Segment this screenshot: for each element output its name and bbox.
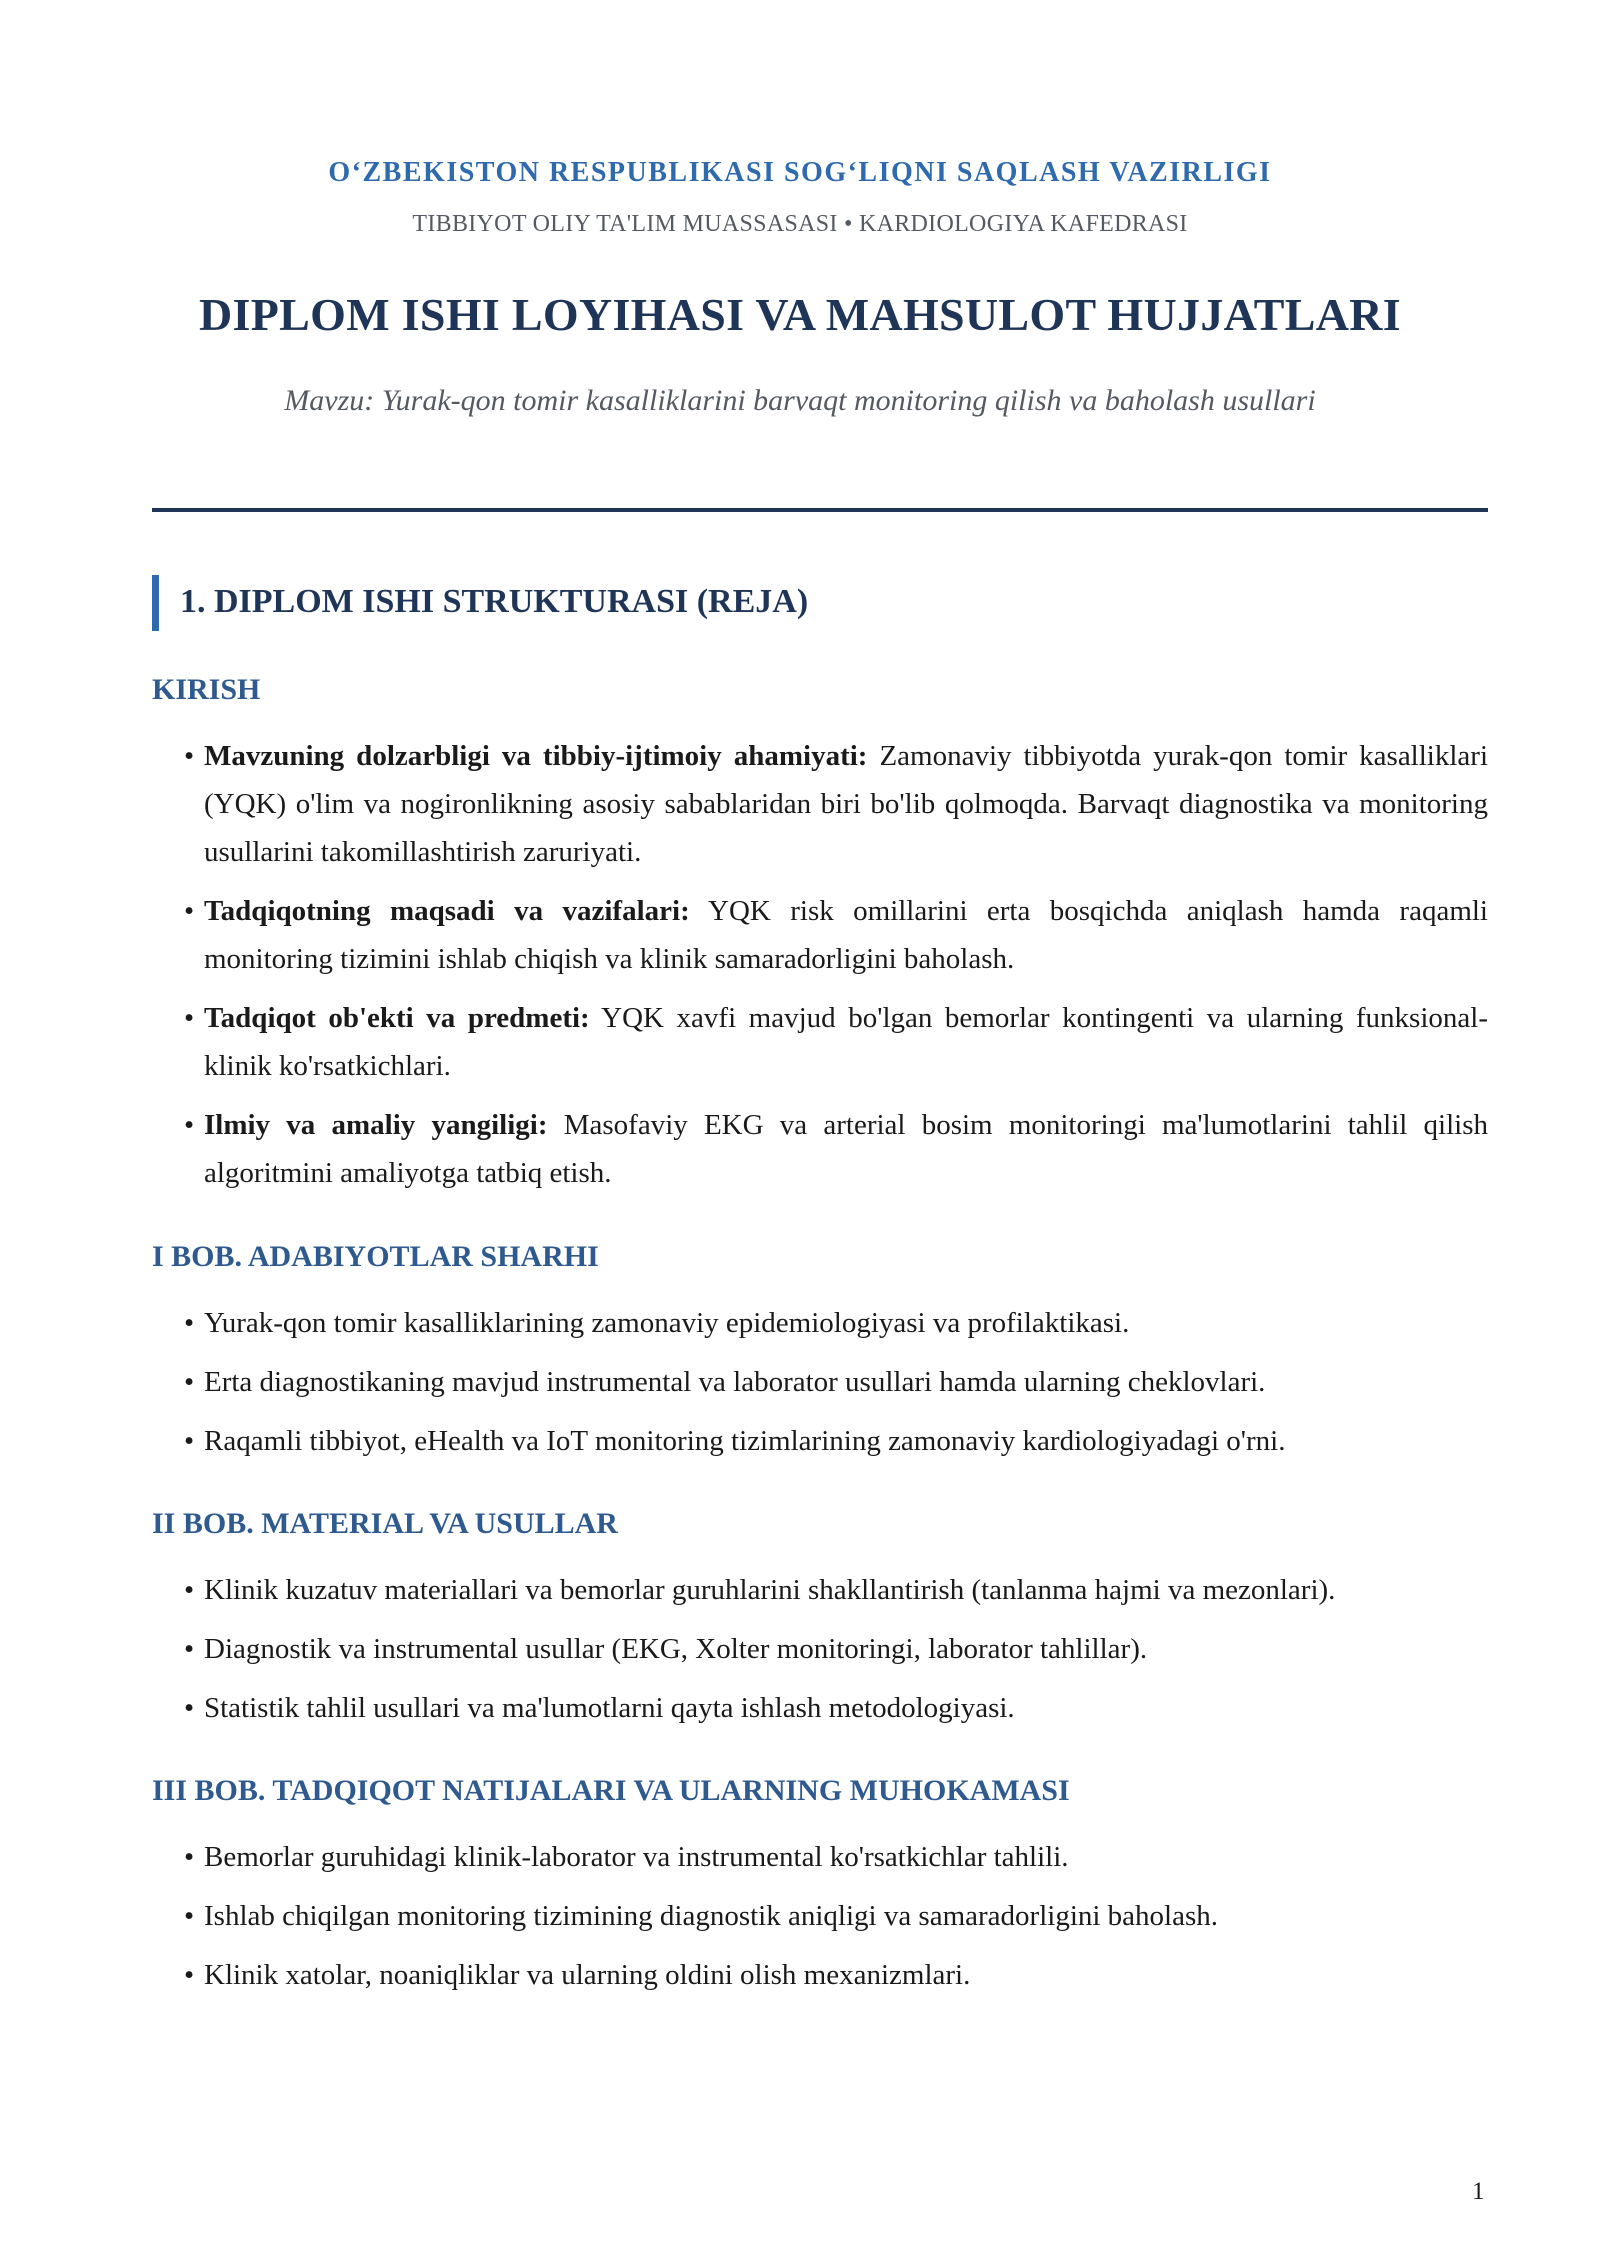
chapter-2-list <box>184 1566 1488 1743</box>
list-item <box>184 1566 1488 1614</box>
list-item <box>184 1417 1488 1465</box>
chapter-1-list <box>184 1299 1488 1476</box>
item-text: Raqamli tibbiyot, eHealth va IoT monitoring tizimlarining zamonaviy kardiologiyadagi o'rni. <box>204 1425 1286 1457</box>
bullet-icon: • <box>184 1366 195 1398</box>
item-text: Yurak-qon tomir kasalliklarining zamonaviy epidemiologiyasi va profilaktikasi. <box>204 1307 1130 1339</box>
item-text: Klinik kuzatuv materiallari va bemorlar guruhlarini shakllantirish (tanlanma hajmi va mezonlari). <box>204 1574 1336 1606</box>
chapter-1-heading: I BOB. ADABIYOTLAR SHARHI <box>152 1240 599 1273</box>
bullet-icon: • <box>184 1959 195 1991</box>
section-accent-bar <box>152 575 159 631</box>
ministry-name: O‘ZBEKISTON RESPUBLIKASI SOG‘LIQNI SAQLASH VAZIRLIGI <box>328 157 1272 188</box>
kirish-heading: KIRISH <box>152 673 261 706</box>
list-item <box>184 1833 1488 1881</box>
kirish-list <box>184 732 1488 1208</box>
list-item <box>184 1358 1488 1406</box>
list-item <box>184 1951 1488 1999</box>
item-lead: Tadqiqotning maqsadi va vazifalari: <box>204 895 690 927</box>
bullet-icon: • <box>184 895 195 927</box>
bullet-icon: • <box>184 1841 195 1873</box>
bullet-icon: • <box>184 1692 195 1724</box>
chapter-2-heading: II BOB. MATERIAL VA USULLAR <box>152 1507 618 1540</box>
chapter-3-heading: III BOB. TADQIQOT NATIJALARI VA ULARNING MUHOKAMASI <box>152 1774 1070 1807</box>
document-title: DIPLOM ISHI LOYIHASI VA MAHSULOT HUJJATLARI <box>199 289 1401 340</box>
bullet-icon: • <box>184 1109 195 1141</box>
bullet-icon: • <box>184 1900 195 1932</box>
title-divider <box>152 508 1488 512</box>
item-lead: Tadqiqot ob'ekti va predmeti: <box>204 1002 590 1034</box>
item-text: YQK xavfi mavjud bo'lgan bemorlar kontingenti va ularning funksional-klinik ko'rsatkichlari. <box>204 1002 1488 1082</box>
item-lead: Mavzuning dolzarbligi va tibbiy-ijtimoiy ahamiyati: <box>204 740 868 772</box>
document-subtitle: Mavzu: Yurak-qon tomir kasalliklarini barvaqt monitoring qilish va baholash usullari <box>284 384 1316 417</box>
bullet-icon: • <box>184 740 195 772</box>
bullet-icon: • <box>184 1307 195 1339</box>
bullet-icon: • <box>184 1002 195 1034</box>
item-text: Diagnostik va instrumental usullar (EKG, Xolter monitoringi, laborator tahlillar). <box>204 1633 1148 1665</box>
item-text: Erta diagnostikaning mavjud instrumental va laborator usullari hamda ularning cheklovlari. <box>204 1366 1266 1398</box>
item-text: Bemorlar guruhidagi klinik-laborator va instrumental ko'rsatkichlar tahlili. <box>204 1841 1069 1873</box>
list-item <box>184 994 1488 1090</box>
bullet-icon: • <box>184 1425 195 1457</box>
item-text: Statistik tahlil usullari va ma'lumotlarni qayta ishlash metodologiyasi. <box>204 1692 1015 1724</box>
item-text: YQK risk omillarini erta bosqichda aniqlash hamda raqamli monitoring tizimini ishlab chiqish va klinik samaradorligini baholash. <box>204 895 1488 975</box>
list-item <box>184 887 1488 983</box>
bullet-icon: • <box>184 1633 195 1665</box>
item-text: Zamonaviy tibbiyotda yurak-qon tomir kasalliklari (YQK) o'lim va nogironlikning asosiy sabablaridan biri bo'lib qolmoqda. Barvaqt diagnostika va monitoring usullarini takomillashtirish zaruriyati. <box>204 740 1488 868</box>
list-item <box>184 1684 1488 1732</box>
chapter-3-list <box>184 1833 1488 2010</box>
item-lead: Ilmiy va amaliy yangiligi: <box>204 1109 548 1141</box>
item-text: Masofaviy EKG va arterial bosim monitoringi ma'lumotlarini tahlil qilish algoritmini amaliyotga tatbiq etish. <box>204 1109 1488 1189</box>
bullet-icon: • <box>184 1574 195 1606</box>
list-item <box>184 732 1488 876</box>
list-item <box>184 1892 1488 1940</box>
item-text: Klinik xatolar, noaniqliklar va ularning oldini olish mexanizmlari. <box>204 1959 971 1991</box>
list-item <box>184 1101 1488 1197</box>
list-item <box>184 1299 1488 1347</box>
page-number: 1 <box>1472 2178 1485 2205</box>
institute-name: TIBBIYOT OLIY TA'LIM MUASSASASI • KARDIOLOGIYA KAFEDRASI <box>412 211 1188 237</box>
section-heading <box>152 575 1488 631</box>
section-title: 1. DIPLOM ISHI STRUKTURASI (REJA) <box>180 583 809 620</box>
list-item <box>184 1625 1488 1673</box>
item-text: Ishlab chiqilgan monitoring tizimining diagnostik aniqligi va samaradorligini baholash. <box>204 1900 1219 1932</box>
